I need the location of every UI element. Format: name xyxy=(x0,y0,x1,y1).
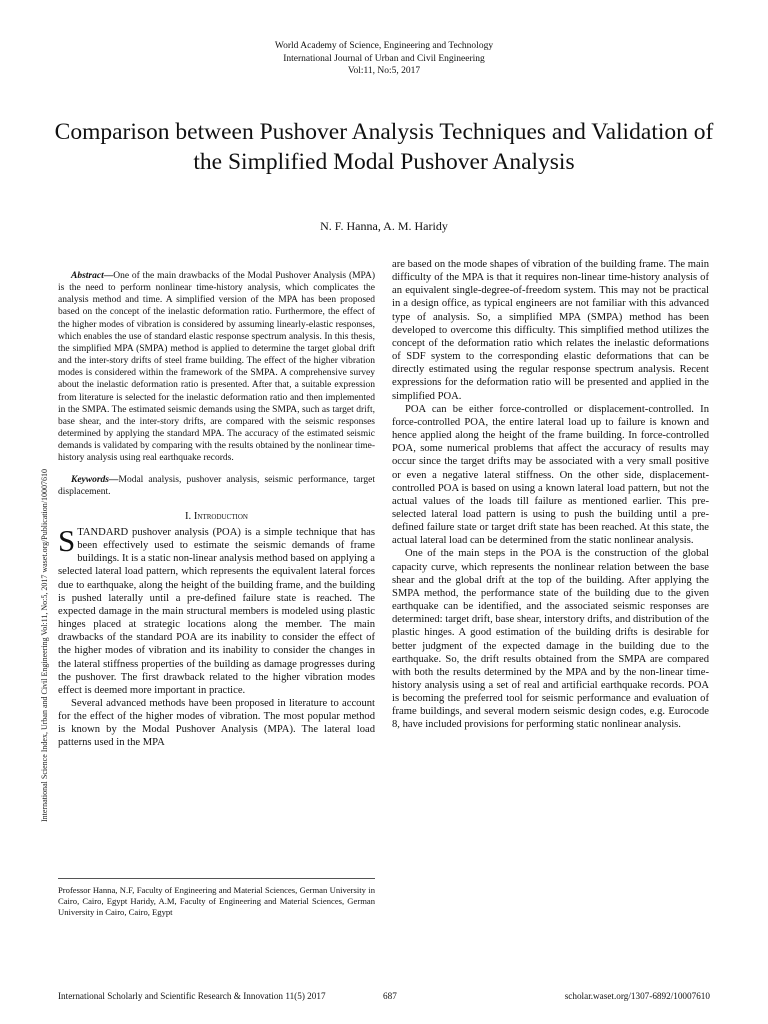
drop-cap: S xyxy=(58,522,76,558)
header-volume: Vol:11, No:5, 2017 xyxy=(347,66,421,76)
footnote-text: Professor Hanna, N.F, Faculty of Engineering and Material Sciences, German University in Cairo, Cairo, Egypt Haridy, A.M, Faculty of Engineering and Material Sciences, German University in Cairo, Cairo, Egypt xyxy=(58,885,375,917)
introduction-body xyxy=(58,522,375,750)
page-number: 687 xyxy=(383,991,397,1001)
footer-url[interactable]: scholar.waset.org/1307-6892/10007610 xyxy=(564,991,710,1001)
keywords xyxy=(58,474,375,498)
paper-authors: N. F. Hanna, A. M. Haridy xyxy=(320,219,448,233)
right-paragraph-2: POA can be either force-controlled or displacement-controlled. In force-controlled POA, the entire lateral load up to failure is known and hence applied along the height of the frame building. In force-controlled POA, some numerical problems that affect the accuracy of results may occur since the target drifts may be associated with a very small positive or even a negative lateral stiffness. On the other side, displacement-controlled POA is based on using a known lateral load pattern, but not the actual values of the loads till failure as mentioned earlier. This pre-selected lateral load pattern is using to push the building until a pre-defined failure state or target drift state has been reached. At this state, the actual lateral load can be determined from the static nonlinear analysis. xyxy=(392,403,709,547)
section-heading-introduction xyxy=(58,510,375,523)
keywords-label: Keywords— xyxy=(71,474,119,485)
intro-paragraph xyxy=(58,522,375,697)
header-publisher: World Academy of Science, Engineering and Technology xyxy=(274,41,494,51)
intro-lead-caps: TANDARD xyxy=(77,526,129,538)
section-number: I. xyxy=(185,510,192,522)
right-paragraph-1: are based on the mode shapes of vibration of the building frame. The main difficulty of the MPA is that it requires non-linear time-history analysis of an equivalent single-degree-of-freedom system. This may not be practical in a design office, as typical engineers are not familiar with this advanced type of analysis. So, a simplified MPA (SMPA) method has been developed to overcome this difficulty. This simplified method utilizes the concept of the deformation ratio which relates the inelastic deformations of SDF system to the corresponding elastic deformations that can be directly estimated using the regular response spectrum analysis. Recent expressions for the deformation ratio will be presented and applied in the simplified POA. xyxy=(392,259,709,402)
right-column xyxy=(392,258,709,732)
footer-journal: International Scholarly and Scientific Research & Innovation 11(5) 2017 xyxy=(58,991,326,1001)
side-citation: International Science Index, Urban and Civil Engineering Vol:11, No:5, 2017 waset.org/Publication/10007610 xyxy=(40,469,49,822)
intro-paragraph-2: Several advanced methods have been proposed in literature to account for the effect of the higher modes of vibration. The most popular method is known by the Modal Pushover Analysis (MPA). The lateral load patterns used in the MPA xyxy=(58,698,375,749)
abstract-label: Abstract— xyxy=(71,271,114,281)
keywords-text: Modal analysis, pushover analysis, seismic performance, target displacement. xyxy=(58,474,375,497)
left-column xyxy=(58,258,375,750)
section-title: Introduction xyxy=(193,510,248,522)
journal-header xyxy=(0,40,768,78)
abstract-text: One of the main drawbacks of the Modal Pushover Analysis (MPA) is the need to perform nonlinear time-history analysis, which complicates the analysis method and time. A simplified version of the MPA has been proposed based on the concept of the inelastic deformation ratio. Furthermore, the effect of the higher modes of vibration is considered by assuming linearly-elastic responses, which enables the use of standard elastic response spectrum analysis. In this thesis, the simplified MPA (SMPA) method is applied to determine the target global drift and the inter-story drifts of steel frame building. The effect of the higher vibration modes is considered within the framework of the SMPA. A comprehensive survey about the inelastic deformation ratio is presented. After that, a suitable expression from literature is selected for the inelastic deformation ratio and then implemented in the SMPA. The estimated seismic demands using the SMPA, such as target drift, base shear, and the inter-story drifts, are compared with the seismic responses determined by applying the standard MPA. The accuracy of the estimated seismic demands is validated by comparing with the results obtained by the nonlinear time-history analysis using real earthquake records. xyxy=(58,271,375,464)
intro-paragraph-1-text: pushover analysis (POA) is a simple technique that has been effectively used to estimate the seismic demands of frame buildings. It is a static non-linear analysis method based on applying a selected lateral load pattern, which represents the equivalent lateral forces due to earthquake, along the height of the building frame, and the building is pushed laterally until a pre-defined failure state is reached. The expected damage in the main structural members is modeled using plastic hinges placed at strategic locations along the member. The main drawbacks of the standard POA are its inability to consider the effect of the higher modes of vibration and its inability to consider the changes in the lateral stiffness properties of the building as damage progresses during the pushover. The first drawback related to the higher vibration modes effect is deemed more important in practice. xyxy=(58,526,375,696)
header-journal: International Journal of Urban and Civil Engineering xyxy=(283,53,485,64)
author-affiliation-footnote xyxy=(58,878,375,918)
paper-title: Comparison between Pushover Analysis Techniques and Validation of the Simplified Modal Pushover Analysis xyxy=(54,119,714,175)
abstract xyxy=(58,270,375,465)
right-paragraph-3: One of the main steps in the POA is the construction of the global capacity curve, which represents the nonlinear relation between the base shear and the global drift at the top of the building. After applying the SMPA method, the performance state of the building due to the given earthquake can be identified, and the associated seismic responses are determined: target drift, base shear, interstory drifts, and distribution of the plastic hinges. A good estimation of the building drifts is desirable for better judgment of the expected damage in the building due to the earthquake. So, the drift results obtained from the SMPA are compared with both the results determined by the MPA and by the non-linear time-history analysis using a set of real and artificial earthquake records. POA is becoming the preferred tool for seismic performance and evaluation of frame buildings, and several modern seismic design codes, e.g. Eurocode 8, have included provisions for performing static nonlinear analysis. xyxy=(392,548,709,731)
